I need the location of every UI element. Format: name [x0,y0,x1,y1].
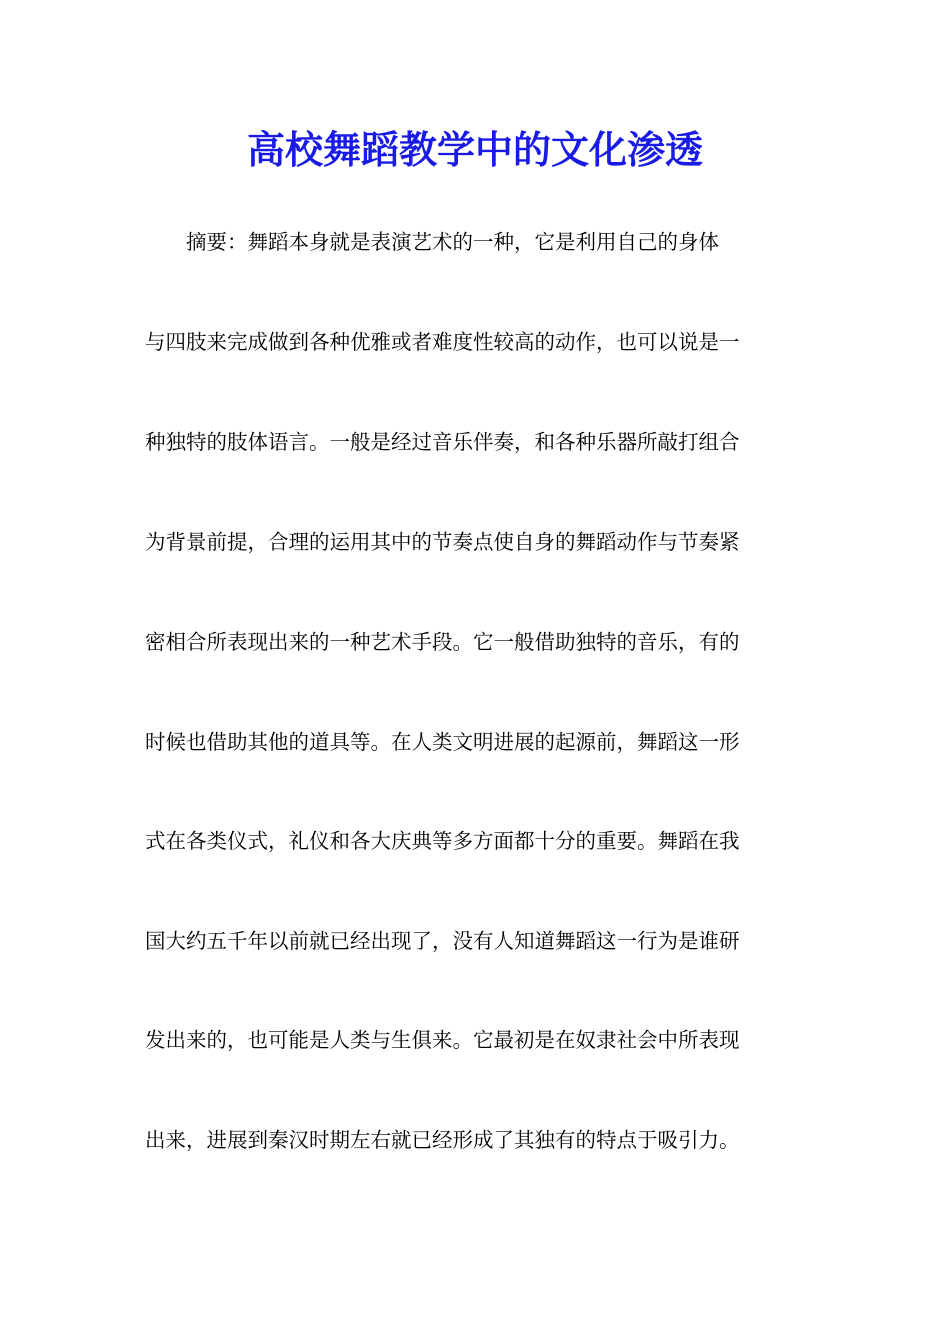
paragraph-line: 摘要：舞蹈本身就是表演艺术的一种，它是利用自己的身体 [145,230,719,254]
paragraph-line: 国大约五千年以前就已经出现了，没有人知道舞蹈这一行为是谁研 [145,929,740,953]
paragraph-line: 出来，进展到秦汉时期左右就已经形成了其独有的特点于吸引力。 [145,1128,740,1152]
paragraph-line: 式在各类仪式，礼仪和各大庆典等多方面都十分的重要。舞蹈在我 [145,829,740,853]
paragraph-line: 种独特的肢体语言。一般是经过音乐伴奏，和各种乐器所敲打组合 [145,430,740,454]
paragraph-line: 为背景前提，合理的运用其中的节奏点使自身的舞蹈动作与节奏紧 [145,530,740,554]
paragraph-line: 密相合所表现出来的一种艺术手段。它一般借助独特的音乐，有的 [145,630,740,654]
paragraph-line: 发出来的，也可能是人类与生俱来。它最初是在奴隶社会中所表现 [145,1028,740,1052]
paragraph-line: 与四肢来完成做到各种优雅或者难度性较高的动作，也可以说是一 [145,330,740,354]
document-title: 高校舞蹈教学中的文化渗透 [246,127,703,172]
paragraph-line: 时候也借助其他的道具等。在人类文明进展的起源前，舞蹈这一形 [145,730,740,754]
